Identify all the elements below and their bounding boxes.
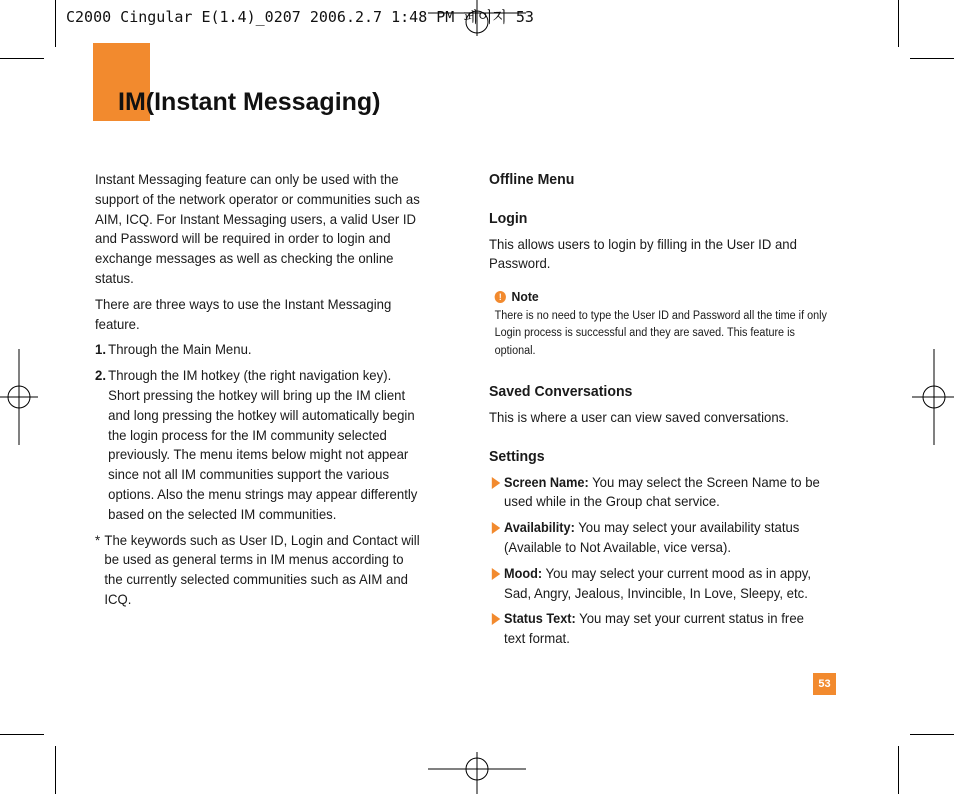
- bullet-arrow-icon: [489, 564, 504, 604]
- settings-label: Mood:: [504, 565, 543, 581]
- crop-mark: [0, 734, 44, 735]
- note-label: Note: [511, 289, 539, 305]
- settings-item: [489, 473, 827, 513]
- page-title: IM(Instant Messaging): [118, 88, 381, 116]
- print-header: C2000 Cingular E(1.4)_0207 2006.2.7 1:48 PM 페이지 53: [66, 8, 534, 26]
- settings-item: [489, 518, 827, 558]
- registration-mark-bottom: [428, 752, 526, 794]
- login-text: This allows users to login by filling in the User ID and Password.: [489, 235, 797, 272]
- footnote-mark: *: [95, 531, 101, 548]
- bullet-arrow-icon: [489, 609, 504, 649]
- saved-conversations-heading: Saved Conversations: [489, 383, 633, 401]
- note-header: [495, 288, 828, 306]
- registration-mark-left: [0, 349, 38, 445]
- crop-mark: [0, 58, 44, 59]
- settings-text: You may select your current mood as in appy, Sad, Angry, Jealous, Invincible, In Love, Sleepy, etc.: [504, 564, 812, 601]
- list-number: 2.: [95, 367, 106, 384]
- list-item: [95, 340, 424, 360]
- list-text: Through the Main Menu.: [108, 341, 252, 358]
- bullet-arrow-icon: [489, 518, 504, 558]
- settings-item: [489, 564, 827, 604]
- settings-text: You may select the Screen Name to be used while in the Group chat service.: [504, 473, 820, 510]
- list-item: [95, 366, 424, 524]
- intro-paragraph: Instant Messaging feature can only be used with the support of the network operator or communities such as AIM, ICQ. For Instant Messaging users, a valid User ID and Password will be required in order to login and exchange messages as well as checking the online status.: [95, 171, 420, 286]
- note-icon: !: [495, 291, 506, 303]
- settings-text: You may set your current status in free text format.: [504, 610, 804, 647]
- settings-list: [489, 473, 827, 649]
- saved-conversations-text: This is where a user can view saved conversations.: [489, 408, 789, 425]
- crop-mark: [55, 746, 56, 794]
- crop-mark: [898, 746, 899, 794]
- settings-item: [489, 609, 827, 649]
- login-heading: Login: [489, 209, 528, 227]
- bullet-arrow-icon: [489, 473, 504, 513]
- settings-heading: Settings: [489, 447, 545, 465]
- settings-label: Screen Name:: [504, 474, 589, 490]
- crop-mark: [910, 58, 954, 59]
- list-text: Through the IM hotkey (the right navigation key). Short pressing the hotkey will bring up the IM client and long pressing the hotkey will automatically begin the login process for the IM community selected previously. The menu items below might not appear since not all IM communities support the various options. Also the menu strings may appear differently based on the selected IM communities.: [108, 367, 418, 522]
- crop-mark: [910, 734, 954, 735]
- crop-mark: [898, 0, 899, 47]
- settings-text: You may select your availability status (Available to Not Available, vice versa).: [504, 519, 800, 555]
- list-number: 1.: [95, 341, 106, 358]
- left-column: [95, 170, 424, 610]
- settings-label: Availability:: [504, 520, 575, 536]
- footnote-text: The keywords such as User ID, Login and Contact will be used as general terms in IM menus according to the currently selected communities such as AIM and ICQ.: [104, 531, 420, 607]
- offline-menu-heading: Offline Menu: [489, 171, 575, 188]
- note-box: [495, 288, 828, 360]
- page-number: 53: [813, 673, 836, 695]
- settings-label: Status Text:: [504, 611, 576, 627]
- ways-paragraph: There are three ways to use the Instant Messaging feature.: [95, 295, 392, 332]
- right-column: [489, 170, 827, 655]
- crop-mark: [55, 0, 56, 47]
- footnote: [95, 531, 424, 610]
- note-text: There is no need to type the User ID and Password all the time if only Login process is successful and they are saved. This feature is optional.: [494, 309, 827, 357]
- registration-mark-right: [912, 349, 954, 445]
